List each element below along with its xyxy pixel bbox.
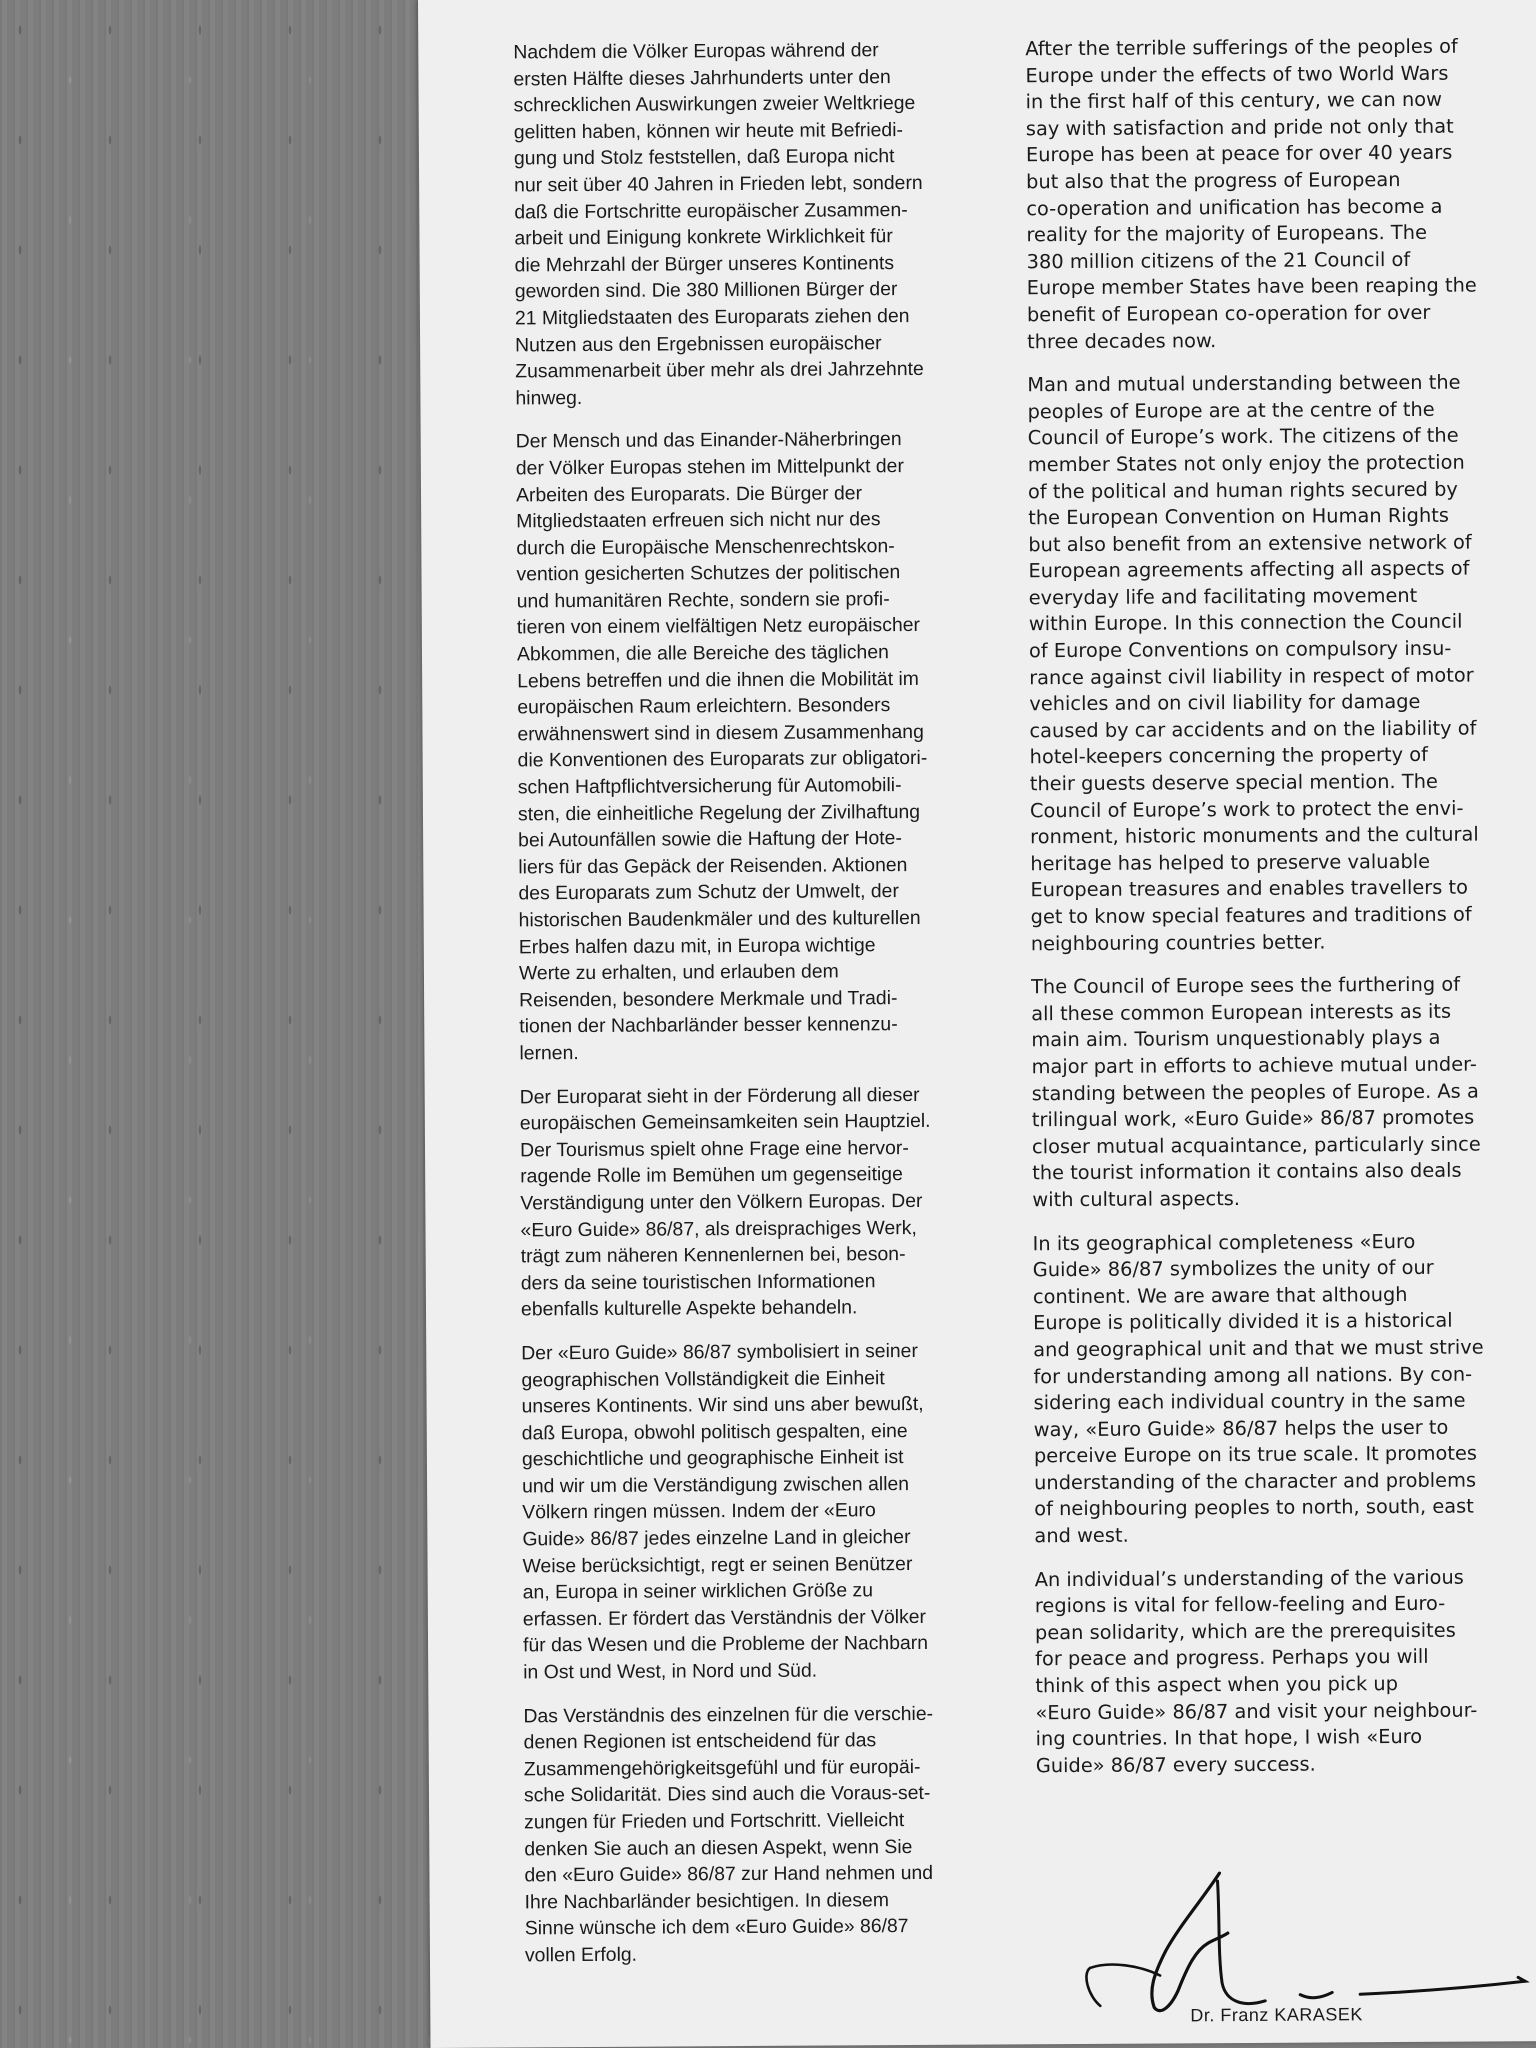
- english-text-line: get to know special features and traditions of: [1030, 902, 1472, 929]
- german-text-line: der Völker Europas stehen im Mittelpunkt der: [515, 454, 904, 480]
- german-text-line: vention gesicherten Schutzes der politischen: [516, 561, 901, 586]
- english-text-line: Guide» 86/87 every success.: [1035, 1752, 1316, 1778]
- english-text-line: major part in efforts to achieve mutual under-: [1031, 1052, 1477, 1079]
- english-text-line: rance against civil liability in respect of motor: [1029, 663, 1474, 689]
- german-text-line: lernen.: [519, 1042, 579, 1065]
- german-text-line: Werte zu erhalten, und erlauben dem: [518, 960, 839, 985]
- english-text-line: Europe is politically divided it is a historical: [1033, 1309, 1453, 1335]
- german-text-line: vollen Erfolg.: [524, 1943, 638, 1967]
- german-paragraph: [513, 36, 1020, 411]
- english-text-line: vehicles and on civil liability for damage: [1029, 690, 1421, 716]
- german-text-line: schen Haftpflichtversicherung für Automobili-: [517, 774, 902, 799]
- english-text-line: neighbouring countries better.: [1030, 930, 1326, 955]
- english-text-column: [1025, 33, 1536, 1796]
- german-text-line: Verständigung unter den Völkern Europas. Der: [520, 1189, 923, 1215]
- german-text-line: Lebens betreffen und die ihnen die Mobilität im: [517, 667, 919, 693]
- english-text-line: of Europe Conventions on compulsory insu-: [1028, 636, 1452, 663]
- english-text-line: benefit of European co-operation for over: [1026, 300, 1431, 327]
- german-text-line: für das Wesen und die Probleme der Nachbarn: [522, 1632, 929, 1657]
- german-text-line: historischen Baudenkmäler und des kulturellen: [518, 906, 921, 932]
- english-text-line: Council of Europe’s work. The citizens of the: [1027, 423, 1459, 450]
- german-text-line: Nachdem die Völker Europas während der: [513, 39, 879, 64]
- german-text-line: den «Euro Guide» 86/87 zur Hand nehmen und: [524, 1862, 934, 1887]
- english-text-line: co-operation and unification has become a: [1026, 194, 1443, 220]
- german-text-line: daß Europa, obwohl politisch gespalten, eine: [521, 1419, 908, 1445]
- german-paragraph: [520, 1081, 1026, 1323]
- english-text-line: closer mutual acquaintance, particularly since: [1031, 1132, 1481, 1159]
- letter-page: [418, 0, 1536, 2048]
- german-text-line: Der «Euro Guide» 86/87 symbolisiert in seiner: [521, 1339, 918, 1365]
- german-text-line: sche Solidarität. Dies sind auch die Voraus-set-: [523, 1782, 931, 1807]
- german-text-line: und humanitären Rechte, sondern sie profi-: [516, 588, 890, 613]
- english-text-line: the tourist information it contains also deals: [1032, 1158, 1462, 1185]
- english-text-line: standing between the peoples of Europe. As a: [1031, 1079, 1479, 1105]
- german-text-line: bei Autounfällen sowie die Haftung der Hote-: [518, 827, 902, 852]
- german-text-line: erfassen. Er fördert das Verständnis der Völker: [522, 1605, 927, 1631]
- english-paragraph: [1027, 369, 1531, 957]
- english-text-line: and geographical unit and that we must strive: [1033, 1335, 1484, 1362]
- german-text-line: an, Europa in seiner wirklichen Größe zu: [522, 1579, 874, 1604]
- english-text-line: for understanding among all nations. By con-: [1033, 1362, 1473, 1388]
- english-text-line: European treasures and enables travellers to: [1030, 876, 1469, 902]
- german-paragraph: [516, 426, 1025, 1067]
- english-paragraph: [1031, 971, 1532, 1213]
- english-text-line: heritage has helped to preserve valuable: [1030, 849, 1431, 876]
- english-text-line: Man and mutual understanding between the: [1027, 370, 1461, 397]
- english-text-line: with cultural aspects.: [1032, 1186, 1241, 1212]
- english-text-line: understanding of the character and problems: [1033, 1468, 1477, 1495]
- german-text-line: die Mehrzahl der Bürger unseres Kontinents: [514, 251, 895, 277]
- english-text-line: continent. We are aware that although: [1032, 1282, 1408, 1308]
- english-text-line: in the first half of this century, we can now: [1025, 87, 1443, 114]
- english-text-line: Europe member States have been reaping the: [1026, 273, 1477, 300]
- english-text-line: for peace and progress. Perhaps you will: [1035, 1645, 1429, 1671]
- german-text-line: die Konventionen des Europarats zur obligatori-: [517, 747, 928, 772]
- german-text-line: europäischen Raum erleichtern. Besonders: [517, 694, 891, 719]
- english-text-line: ronment, historic monuments and the cultural: [1030, 822, 1479, 849]
- english-text-line: Guide» 86/87 symbolizes the unity of our: [1032, 1255, 1434, 1282]
- german-text-line: ebenfalls kulturelle Aspekte behandeln.: [520, 1296, 858, 1321]
- english-text-line: and west.: [1034, 1523, 1129, 1548]
- english-text-line: trilingual work, «Euro Guide» 86/87 promotes: [1031, 1105, 1475, 1132]
- english-text-line: all these common European interests as its: [1031, 999, 1452, 1026]
- english-text-line: Council of Europe’s work to protect the envi-: [1029, 796, 1464, 822]
- german-text-line: gung und Stolz feststellen, daß Europa nicht: [513, 145, 895, 170]
- german-text-line: Arbeiten des Europarats. Die Bürger der: [515, 481, 863, 506]
- english-text-line: hotel-keepers concerning the property of: [1029, 743, 1428, 769]
- english-text-line: say with satisfaction and pride not only that: [1025, 114, 1454, 141]
- english-text-line: of the political and human rights secured by: [1027, 477, 1458, 503]
- german-text-line: Mitgliedstaaten erfreuen sich nicht nur des: [516, 508, 881, 533]
- german-text-line: «Euro Guide» 86/87, als dreisprachiges Werk,: [520, 1216, 917, 1241]
- english-text-line: Europe has been at peace for over 40 years: [1025, 141, 1453, 167]
- german-text-line: Ihre Nachbarländer besichtigen. In diesem: [524, 1888, 890, 1914]
- german-text-line: Zusammengehörigkeitsgefühl und für europäi-: [523, 1755, 921, 1781]
- german-text-line: hinweg.: [515, 386, 583, 410]
- german-text-line: schrecklichen Auswirkungen zweier Weltkriege: [513, 92, 916, 117]
- english-text-line: the European Convention on Human Rights: [1028, 503, 1450, 530]
- english-text-line: 380 million citizens of the 21 Council of: [1026, 247, 1411, 274]
- german-text-line: geographischen Vollständigkeit die Einheit: [521, 1366, 885, 1391]
- english-text-line: three decades now.: [1027, 328, 1217, 353]
- german-text-line: Abkommen, die alle Bereiche des täglichen: [516, 641, 889, 666]
- english-text-line: member States not only enjoy the protection: [1027, 450, 1465, 477]
- german-text-line: Der Tourismus spielt ohne Frage eine hervor-: [519, 1136, 909, 1162]
- german-text-line: in Ost und West, in Nord und Süd.: [523, 1659, 818, 1684]
- english-text-line: caused by car accidents and on the liability of: [1029, 716, 1477, 743]
- german-text-line: daß die Fortschritte europäischer Zusammen-: [514, 198, 908, 223]
- german-text-line: Guide» 86/87 jedes einzelne Land in gleicher: [522, 1526, 911, 1551]
- english-text-line: think of this aspect when you pick up: [1035, 1672, 1399, 1698]
- german-text-line: Weise berücksichtigt, regt er seinen Benützer: [522, 1552, 913, 1578]
- english-text-line: «Euro Guide» 86/87 and visit your neighbour-: [1035, 1698, 1478, 1724]
- german-text-line: Nutzen aus den Ergebnissen europäischer: [515, 331, 882, 356]
- german-text-line: denen Regionen ist entscheidend für das: [523, 1729, 877, 1754]
- signer-name: Dr. Franz KARASEK: [1190, 2004, 1363, 2026]
- german-text-line: europäischen Gemeinsamkeiten sein Hauptziel.: [519, 1110, 931, 1135]
- german-text-line: tieren von einem vielfältigen Netz europäischer: [516, 614, 921, 639]
- german-text-line: trägt zum näheren Kennenlernen bei, beson-: [520, 1243, 906, 1268]
- german-text-line: gelitten haben, können wir heute mit Befriedi-: [513, 118, 903, 144]
- german-text-line: und wir um die Verständigung zwischen allen: [522, 1472, 910, 1498]
- english-text-line: perceive Europe on its true scale. It promotes: [1033, 1441, 1478, 1468]
- german-text-line: erwähnenswert sind in diesem Zusammenhang: [517, 720, 924, 746]
- english-text-line: pean solidarity, which are the prerequisites: [1034, 1618, 1456, 1645]
- german-text-line: geworden sind. Die 380 Millionen Bürger der: [514, 278, 898, 303]
- english-text-line: sidering each individual country in the same: [1033, 1388, 1466, 1415]
- english-text-line: their guests deserve special mention. The: [1029, 769, 1438, 796]
- english-text-line: ing countries. In that hope, I wish «Euro: [1035, 1725, 1423, 1751]
- english-text-line: In its geographical completeness «Euro: [1032, 1229, 1416, 1255]
- german-text-line: nur seit über 40 Jahren in Frieden lebt, sondern: [514, 171, 923, 197]
- english-text-line: An individual’s understanding of the various: [1034, 1565, 1464, 1591]
- german-text-line: zungen für Frieden und Fortschritt. Vielleicht: [524, 1809, 905, 1834]
- german-text-line: sten, die einheitliche Regelung der Zivilhaftung: [517, 800, 921, 826]
- english-text-line: reality for the majority of Europeans. The: [1026, 220, 1428, 247]
- english-text-line: of neighbouring peoples to north, south, east: [1034, 1495, 1474, 1521]
- german-text-line: durch die Europäische Menschenrechtskon-: [516, 534, 895, 560]
- english-text-line: After the terrible sufferings of the peoples of: [1025, 34, 1458, 61]
- german-text-line: arbeit und Einigung konkrete Wirklichkeit für: [514, 225, 893, 250]
- english-text-line: Europe under the effects of two World Wars: [1025, 61, 1449, 87]
- german-text-column: [513, 36, 1030, 1986]
- german-paragraph: [523, 1700, 1030, 1969]
- german-text-line: 21 Mitgliedstaaten des Europarats ziehen den: [514, 304, 910, 330]
- english-paragraph: [1025, 33, 1527, 355]
- english-paragraph: [1033, 1228, 1535, 1550]
- english-text-line: but also benefit from an extensive network of: [1028, 530, 1472, 556]
- english-text-line: European agreements affecting all aspects of: [1028, 556, 1470, 583]
- german-text-line: tionen der Nachbarländer besser kennenzu-: [519, 1013, 898, 1038]
- german-text-line: Reisenden, besondere Merkmale und Tradi-: [519, 986, 898, 1012]
- english-text-line: within Europe. In this connection the Council: [1028, 610, 1463, 636]
- german-text-line: denken Sie auch an diesen Aspekt, wenn Sie: [524, 1835, 913, 1860]
- german-text-line: liers für das Gepäck der Reisenden. Aktionen: [518, 853, 908, 879]
- german-text-line: des Europarats zum Schutz der Umwelt, der: [518, 880, 899, 905]
- english-text-line: way, «Euro Guide» 86/87 helps the user to: [1033, 1415, 1449, 1441]
- german-text-line: Sinne wünsche ich dem «Euro Guide» 86/87: [524, 1915, 909, 1940]
- english-text-line: regions is vital for fellow-feeling and Euro-: [1034, 1592, 1446, 1618]
- german-text-line: ders da seine touristischen Informationen: [520, 1269, 876, 1295]
- german-text-line: Zusammenarbeit über mehr als drei Jahrzehnte: [515, 358, 924, 383]
- english-text-line: everyday life and facilitating movement: [1028, 583, 1418, 610]
- english-text-line: but also that the progress of European: [1026, 167, 1401, 194]
- german-text-line: Das Verständnis des einzelnen für die verschie-: [523, 1702, 934, 1728]
- german-paragraph: [521, 1337, 1028, 1686]
- english-text-line: The Council of Europe sees the furthering of: [1030, 972, 1461, 999]
- english-text-line: peoples of Europe are at the centre of the: [1027, 397, 1435, 424]
- german-text-line: unseres Kontinents. Wir sind uns aber bewußt,: [521, 1393, 924, 1418]
- english-paragraph: [1035, 1564, 1536, 1780]
- german-text-line: Der Mensch und das Einander-Näherbringen: [515, 428, 902, 453]
- wood-background: [0, 0, 440, 2048]
- english-text-line: main aim. Tourism unquestionably plays a: [1031, 1026, 1441, 1052]
- german-text-line: Erbes halfen dazu mit, in Europa wichtige: [518, 933, 876, 958]
- german-text-line: geschichtliche und geographische Einheit ist: [521, 1446, 904, 1471]
- german-text-line: ragende Rolle im Bemühen um gegenseitige: [520, 1163, 903, 1188]
- german-text-line: ersten Hälfte dieses Jahrhunderts unter den: [513, 65, 891, 91]
- german-text-line: Der Europarat sieht in der Förderung all dieser: [519, 1083, 920, 1108]
- german-text-line: Völkern ringen müssen. Indem der «Euro: [522, 1499, 876, 1524]
